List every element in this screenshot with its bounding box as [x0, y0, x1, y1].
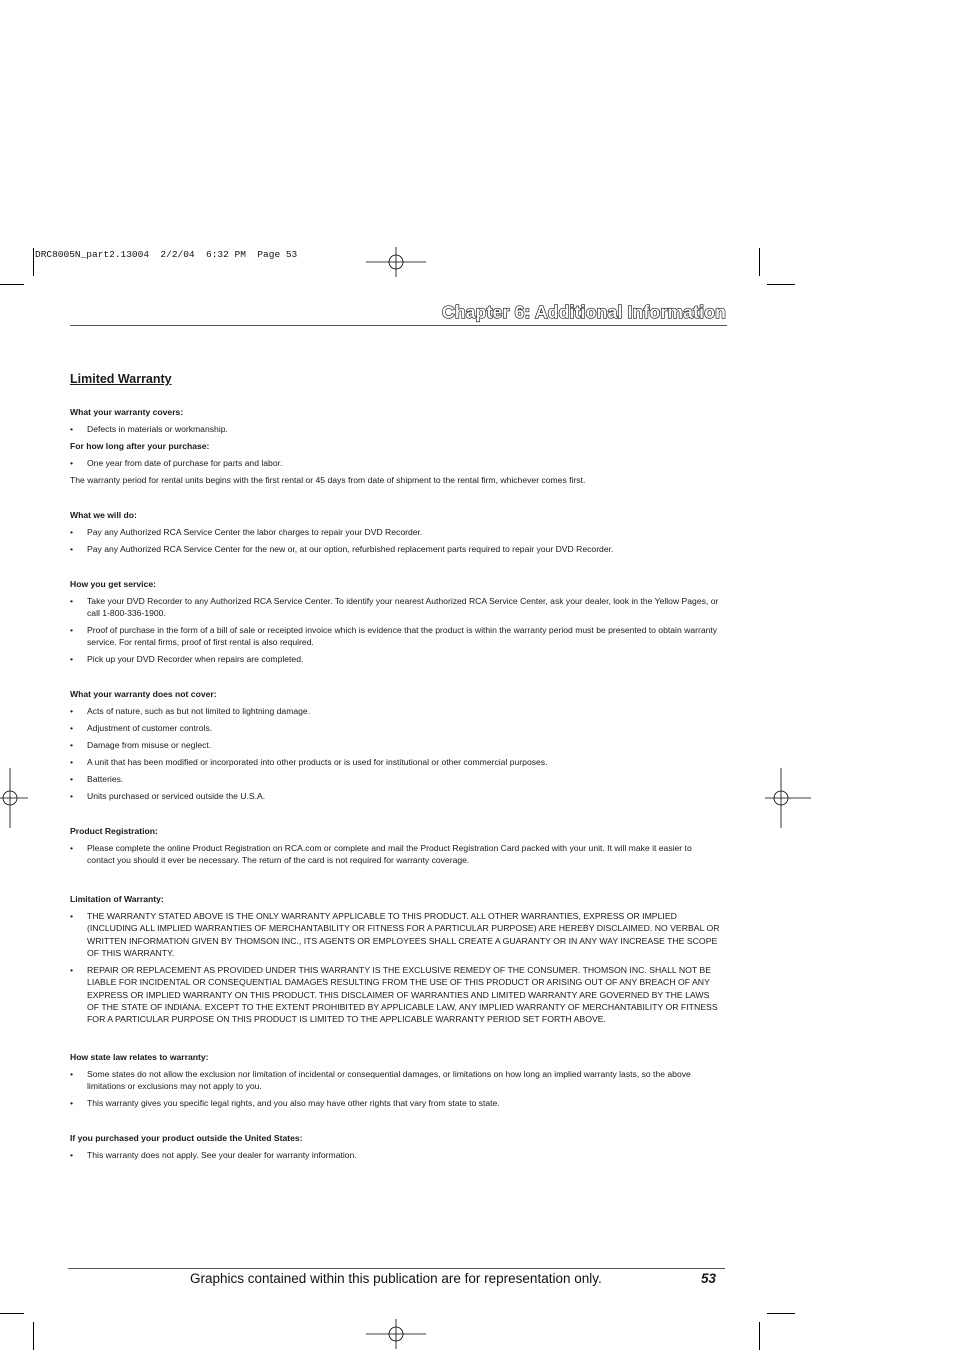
- header-rule: [70, 325, 727, 326]
- list-item: • REPAIR OR REPLACEMENT AS PROVIDED UNDER THIS WARRANTY IS THE EXCLUSIVE REMEDY OF THE CONSUMER. THOMSON INC. SHALL NOT BE LIABLE FOR INCIDENTAL OR CONSEQUENTIAL DAMAGES RESULTING FROM THE USE OF THIS PRODUCT OR ARISING OUT OF ANY BREACH OF ANY EXPRESS OR IMPLIED WARRANTY ON THIS PRODUCT. THIS DISCLAIMER OF WARRANTIES AND LIMITED WARRANTY ARE GOVERNED BY THE LAWS OF THE STATE OF INDIANA. EXCEPT TO THE EXTENT PROHIBITED BY APPLICABLE LAW, ANY IMPLIED WARRANTY OF MERCHANTABILITY OR FITNESS FOR A PARTICULAR PURPOSE ON THIS PRODUCT IS LIMITED TO THE APPLICABLE WARRANTY PERIOD SET FORTH ABOVE.: [70, 964, 720, 1025]
- section-heading: What your warranty covers:: [70, 407, 184, 417]
- list-item: • Some states do not allow the exclusion nor limitation of incidental or consequential damages, or limitations on how long an implied warranty lasts, so the above limitations or exclusions may not apply to you.: [70, 1068, 720, 1092]
- not-cover-section: [70, 688, 720, 802]
- duration-section: [70, 440, 720, 486]
- list-item: • This warranty does not apply. See your dealer for warranty information.: [70, 1149, 720, 1161]
- list-item: • One year from date of purchase for parts and labor.: [70, 457, 720, 469]
- section-heading: For how long after your purchase:: [70, 441, 210, 451]
- list-item: • Please complete the online Product Registration on RCA.com or complete and mail the Product Registration Card packed with your unit. It will make it easier to contact you should it ever be necessary. The return of the card is not required for warranty coverage.: [70, 842, 720, 866]
- section-heading: How you get service:: [70, 579, 156, 589]
- section-heading: What your warranty does not cover:: [70, 689, 217, 699]
- list-item: • Pay any Authorized RCA Service Center the labor charges to repair your DVD Recorder.: [70, 526, 720, 538]
- list-item: • Take your DVD Recorder to any Authorized RCA Service Center. To identify your nearest Authorized RCA Service Center, ask your dealer, look in the Yellow Pages, or call 1-800-336-1900.: [70, 595, 720, 619]
- list-item: • Adjustment of customer controls.: [70, 722, 720, 734]
- section-heading: Limitation of Warranty:: [70, 894, 164, 904]
- footer-rule: [68, 1268, 725, 1269]
- chapter-title: Chapter 6: Additional Information: [441, 302, 726, 322]
- print-slug-line: DRC8005N_part2.13004 2/2/04 6:32 PM Page 53: [35, 249, 298, 260]
- footer-disclaimer: Graphics contained within this publication are for representation only.: [190, 1271, 602, 1286]
- registration-mark-left: [0, 768, 40, 828]
- list-item: • THE WARRANTY STATED ABOVE IS THE ONLY WARRANTY APPLICABLE TO THIS PRODUCT. ALL OTHER WARRANTIES, EXPRESS OR IMPLIED (INCLUDING ALL IMPLIED WARRANTIES OF MERCHANTABILITY OR FITNESS FOR A PARTICULAR PURPOSE) ARE HEREBY DISCLAIMED. NO VERBAL OR WRITTEN INFORMATION GIVEN BY THOMSON INC., ITS AGENTS OR EMPLOYEES SHALL CREATE A GUARANTY OR IN ANY WAY INCREASE THE SCOPE OF THIS WARRANTY.: [70, 910, 720, 959]
- list-item: • A unit that has been modified or incorporated into other products or is used for institutional or other commercial purposes.: [70, 756, 720, 768]
- covers-section: [70, 406, 720, 435]
- registration-mark-top: [366, 232, 426, 292]
- registration-section: [70, 825, 720, 866]
- service-section: [70, 578, 720, 665]
- list-item: • Pick up your DVD Recorder when repairs are completed.: [70, 653, 720, 665]
- warranty-content: [70, 371, 720, 1166]
- outside-us-section: [70, 1132, 720, 1161]
- page-number: 53: [701, 1271, 717, 1286]
- section-heading: If you purchased your product outside the United States:: [70, 1132, 303, 1143]
- section-heading: Product Registration:: [70, 826, 158, 836]
- will-do-section: [70, 509, 720, 555]
- list-item: • Acts of nature, such as but not limited to lightning damage.: [70, 705, 720, 717]
- list-item: • Defects in materials or workmanship.: [70, 423, 720, 435]
- list-item: • Units purchased or serviced outside the U.S.A.: [70, 790, 720, 802]
- list-item: • Proof of purchase in the form of a bill of sale or receipted invoice which is evidence that the product is within the warranty period must be presented to obtain warranty service. For rental firms, proof of first rental is also required.: [70, 624, 720, 648]
- registration-mark-right: [751, 768, 811, 828]
- list-item: • Pay any Authorized RCA Service Center for the new or, at our option, refurbished replacement parts required to repair your DVD Recorder.: [70, 543, 720, 555]
- limitation-section: [70, 893, 720, 1026]
- list-item: • Damage from misuse or neglect.: [70, 739, 720, 751]
- list-item: • Batteries.: [70, 773, 720, 785]
- rental-note: The warranty period for rental units begins with the first rental or 45 days from date of shipment to the rental firm, whichever comes first.: [70, 475, 586, 485]
- section-heading: How state law relates to warranty:: [70, 1051, 209, 1062]
- list-item: • This warranty gives you specific legal rights, and you also may have other rights that vary from state to state.: [70, 1097, 720, 1109]
- section-heading: What we will do:: [70, 510, 137, 520]
- section-title: Limited Warranty: [70, 372, 172, 386]
- state-law-section: [70, 1051, 720, 1109]
- registration-mark-bottom: [366, 1304, 426, 1364]
